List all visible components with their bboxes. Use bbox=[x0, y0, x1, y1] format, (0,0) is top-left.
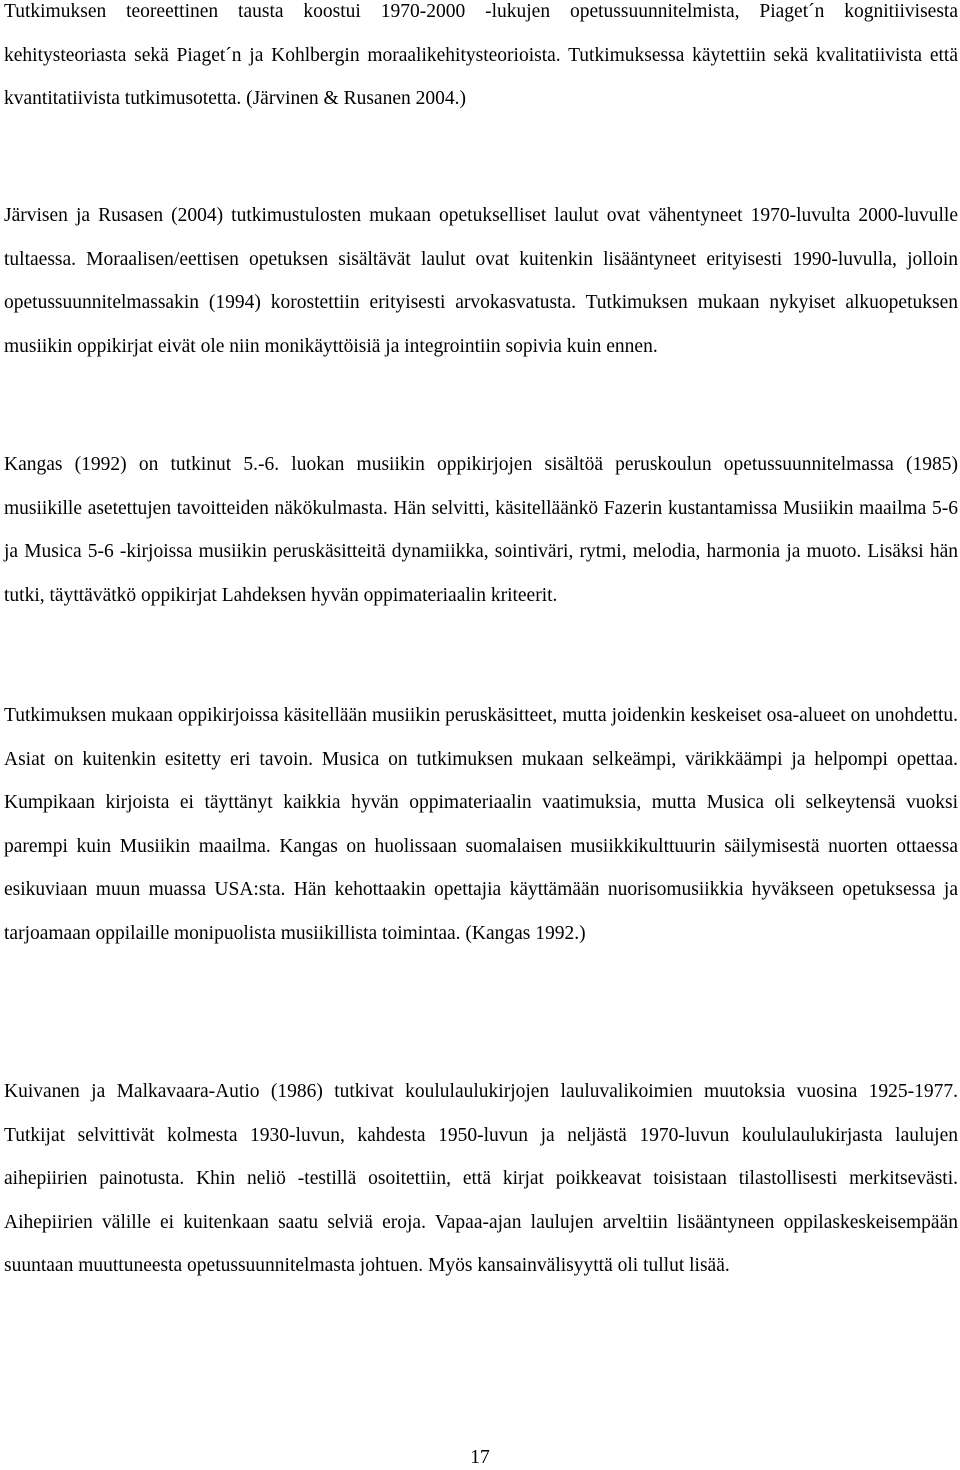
paragraph-kangas-study: Kangas (1992) on tutkinut 5.-6. luokan musiikin oppikirjojen sisältöä peruskoulun opetussuunnitelmassa (1985) musiikille asetettujen tavoitteiden näkökulmasta. Hän selvitti, käsitelläänkö Fazerin kustantamissa Musiikin maailma 5-6 ja Musica 5-6 -kirjoissa musiikin peruskäsitteitä dynamiikka, sointiväri, rytmi, melodia, harmonia ja muoto. Lisäksi hän tutki, täyttävätkö oppikirjat Lahdeksen hyvän oppimateriaalin kriteerit. bbox=[4, 454, 958, 606]
paragraph-theoretical-background: Tutkimuksen teoreettinen tausta koostui 1970-2000 -lukujen opetussuunnitelmista, Piaget´n kognitiivisesta kehitysteoriasta sekä Piaget´n ja Kohlbergin moraalikehitysteorioista. Tutkimuksessa käytettiin sekä kvalitatiivista että kvantitatiivista tutkimusotetta. (Järvinen & Rusanen 2004.) bbox=[4, 1, 958, 109]
paragraph-kuivanen-study: Kuivanen ja Malkavaara-Autio (1986) tutkivat koululaulukirjojen lauluvalikoimien muutoksia vuosina 1925-1977. Tutkijat selvittivät kolmesta 1930-luvun, kahdesta 1950-luvun ja neljästä 1970-luvun koululaulukirjasta laulujen aihepiirien painotusta. Khin neliö -testillä osoitettiin, että kirjat poikkeavat toisistaan tilastollisesti merkitsevästi. Aihepiirien välille ei kuitenkaan saatu selviä eroja. Vapaa-ajan laulujen arveltiin lisääntyneen oppilaskeskeisempään suuntaan muuttuneesta opetussuunnitelmasta johtuen. Myös kansainvälisyyttä oli tullut lisää. bbox=[4, 1081, 958, 1276]
paragraph-kangas-results: Tutkimuksen mukaan oppikirjoissa käsitellään musiikin peruskäsitteet, mutta joidenkin keskeiset osa-alueet on unohdettu. Asiat on kuitenkin esitetty eri tavoin. Musica on tutkimuksen mukaan selkeämpi, värikkäämpi ja helpompi opettaa. Kumpikaan kirjoista ei täyttänyt kaikkia hyvän oppimateriaalin vaatimuksia, mutta Musica oli selkeytensä vuoksi parempi kuin Musiikin maailma. Kangas on huolissaan suomalaisen musiikkikulttuurin säilymisestä nuorten ottaessa esikuviaan muun muassa USA:sta. Hän kehottaakin opettajia käyttämään nuorisomusiikkia hyväkseen opetuksessa ja tarjoamaan oppilaille monipuolista musiikillista toimintaa. (Kangas 1992.) bbox=[4, 705, 958, 944]
paragraph-jarvinen-rusanen-results: Järvisen ja Rusasen (2004) tutkimustulosten mukaan opetukselliset laulut ovat vähentyneet 1970-luvulta 2000-luvulle tultaessa. Moraalisen/eettisen opetuksen sisältävät laulut ovat kuitenkin lisääntyneet erityisesti 1990-luvulla, jolloin opetussuunnitelmassakin (1994) korostettiin erityisesti arvokasvatusta. Tutkimuksen mukaan nykyiset alkuopetuksen musiikin oppikirjat eivät ole niin monikäyttöisiä ja integrointiin sopivia kuin ennen. bbox=[4, 205, 958, 357]
page-number: 17 bbox=[470, 1447, 490, 1468]
